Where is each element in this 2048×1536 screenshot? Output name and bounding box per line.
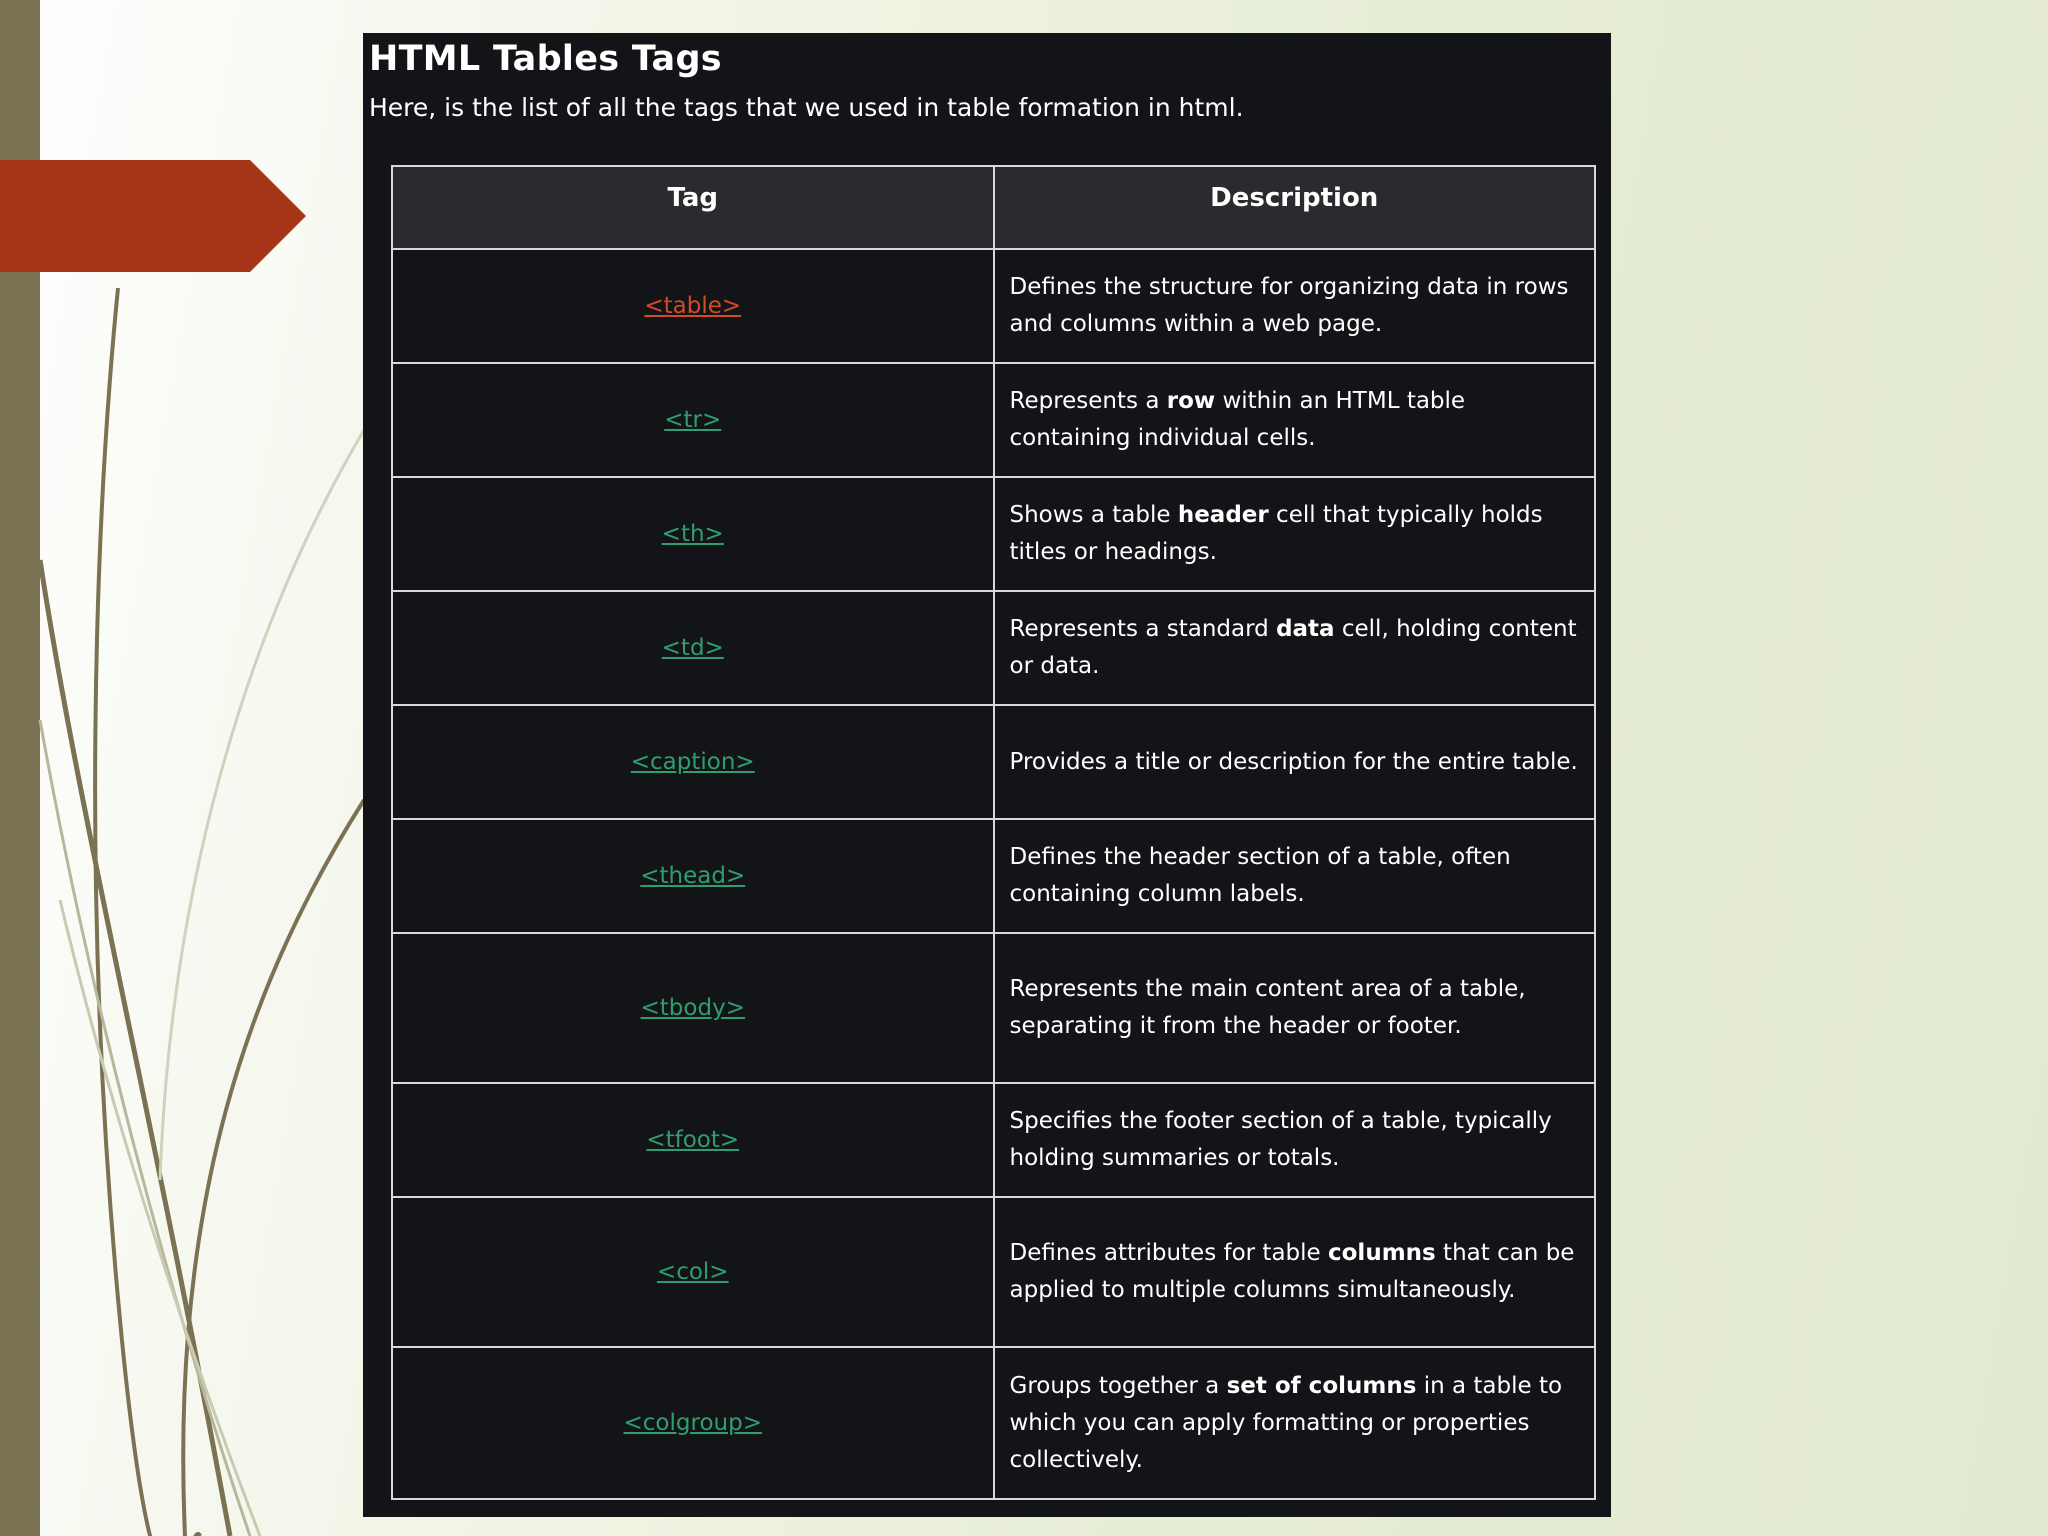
tag-link[interactable]: <caption> (630, 749, 755, 775)
description-text: Represents a (1009, 388, 1167, 414)
description-text: Groups together a (1009, 1372, 1227, 1399)
tags-table (391, 165, 1596, 1500)
tag-cell (392, 363, 994, 477)
description-text: Shows a table (1009, 502, 1178, 528)
panel-title: HTML Tables Tags (369, 39, 722, 79)
tag-link[interactable]: <colgroup> (623, 1410, 762, 1436)
column-header-description: Description (994, 166, 1596, 249)
description-text: Provides a title or description for the entire table. (1009, 748, 1578, 775)
description-text: Defines the structure for organizing data in rows and columns within a web page. (1009, 274, 1569, 337)
tag-link[interactable]: <tr> (664, 407, 722, 433)
panel-subtitle: Here, is the list of all the tags that we used in table formation in html. (369, 93, 1244, 122)
description-cell (994, 933, 1596, 1083)
tag-cell (392, 249, 994, 363)
column-header-tag: Tag (392, 166, 994, 249)
description-text: Represents the main content area of a table, separating it from the header or footer. (1009, 976, 1526, 1039)
tag-cell (392, 1197, 994, 1347)
tag-cell (392, 477, 994, 591)
tag-cell (392, 1083, 994, 1197)
description-cell (994, 1083, 1596, 1197)
tag-cell (392, 591, 994, 705)
description-text: Defines attributes for table (1009, 1240, 1328, 1266)
description-emphasis: columns (1328, 1240, 1436, 1266)
description-emphasis: header (1177, 502, 1269, 528)
table-row (392, 705, 1595, 819)
tag-cell (392, 819, 994, 933)
table-row (392, 249, 1595, 363)
tag-link[interactable]: <col> (656, 1259, 729, 1285)
table-row (392, 1347, 1595, 1499)
tag-link[interactable]: <tfoot> (646, 1127, 740, 1153)
description-text: within an HTML table containing individual cells. (1009, 388, 1466, 451)
description-cell (994, 363, 1596, 477)
description-text: Specifies the footer section of a table, typically holding summaries or totals. (1009, 1108, 1552, 1171)
description-text: cell, holding content or data. (1009, 616, 1577, 679)
table-row (392, 591, 1595, 705)
description-text: Represents a standard (1009, 616, 1277, 642)
tag-link[interactable]: <th> (661, 521, 724, 547)
table-row (392, 1083, 1595, 1197)
tag-link[interactable]: <thead> (640, 863, 746, 889)
description-emphasis: data (1276, 616, 1335, 642)
red-arrow-shape (0, 160, 306, 272)
tag-cell (392, 705, 994, 819)
tag-cell (392, 1347, 994, 1499)
description-cell (994, 591, 1596, 705)
description-cell (994, 1197, 1596, 1347)
description-cell (994, 249, 1596, 363)
table-header-row (392, 166, 1595, 249)
table-row (392, 1197, 1595, 1347)
description-cell (994, 819, 1596, 933)
description-text: that can be applied to multiple columns simultaneously. (1009, 1240, 1575, 1303)
description-text: cell that typically holds titles or headings. (1009, 502, 1543, 565)
description-cell (994, 477, 1596, 591)
table-row (392, 819, 1595, 933)
description-text: in a table to which you can apply formatting or properties collectively. (1009, 1372, 1563, 1473)
description-cell (994, 705, 1596, 819)
tag-cell (392, 933, 994, 1083)
description-text: Defines the header section of a table, often containing column labels. (1009, 844, 1511, 907)
table-row (392, 477, 1595, 591)
tag-link[interactable]: <td> (661, 635, 724, 661)
tables-tags-panel (363, 33, 1611, 1517)
table-row (392, 933, 1595, 1083)
tag-link[interactable]: <tbody> (640, 995, 745, 1021)
tag-link[interactable]: <table> (644, 293, 742, 319)
description-emphasis: set of columns (1226, 1372, 1417, 1399)
table-row (392, 363, 1595, 477)
description-cell (994, 1347, 1596, 1499)
description-emphasis: row (1166, 388, 1216, 414)
